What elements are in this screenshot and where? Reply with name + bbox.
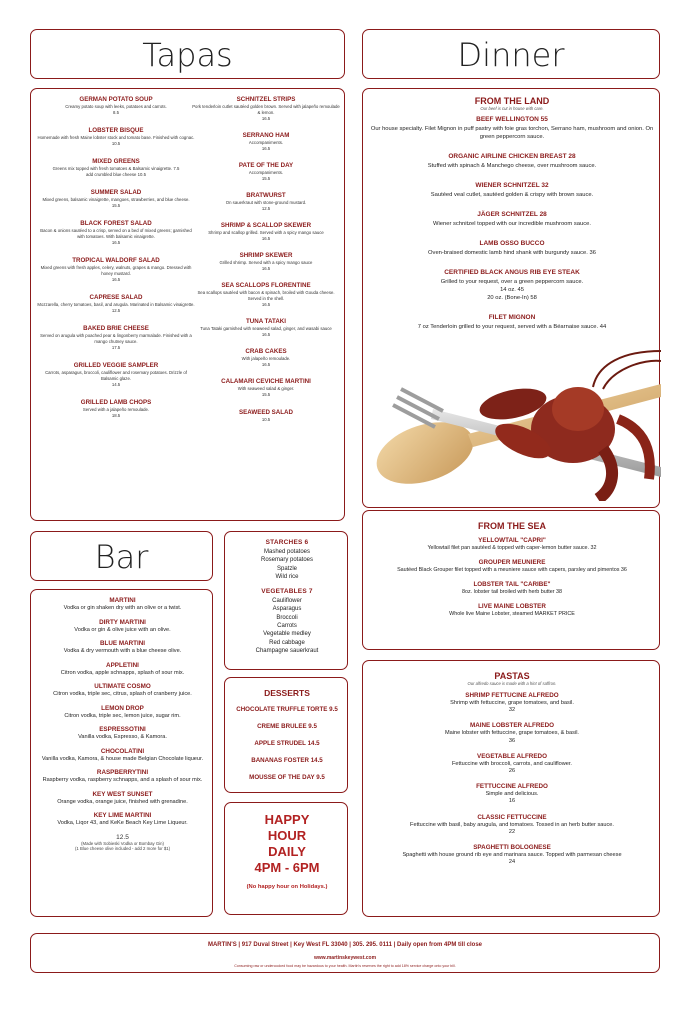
menu-item	[191, 222, 341, 242]
dinner-item	[367, 116, 657, 141]
pastas-column	[367, 671, 657, 874]
item-description: Shrimp and scallop grilled. Served with a spicy mango sauce	[208, 230, 324, 236]
item-description: Accompaniments.	[248, 139, 284, 145]
starch-item: Rosemary potatoes	[260, 557, 314, 564]
item-name: CHOCOLATINI	[100, 747, 145, 755]
item-name: FETTUCCINE ALFREDO	[476, 783, 548, 791]
item-name: BLACK FOREST SALAD	[80, 220, 152, 228]
item-price: 36	[508, 737, 516, 744]
pasta-item	[367, 692, 657, 714]
menu-item	[37, 294, 195, 314]
item-name: MARTINI	[109, 597, 136, 604]
item-description: Sea scallops sautéed with bacon & spinach, broiled with Gouda cheese. Served in the shell.	[197, 290, 335, 302]
footer-url[interactable]: www.martinskeywest.com	[313, 955, 377, 961]
dinner-item	[367, 153, 657, 170]
happy-hour-line-3: DAILY	[268, 844, 306, 859]
item-name: SERRANO HAM	[242, 131, 290, 139]
menu-item	[191, 348, 341, 368]
item-description: Tuna Tataki garnished with seaweed salad, ginger, and wasabi sauce	[200, 326, 332, 332]
item-name: BAKED BRIE CHEESE	[83, 325, 149, 333]
vegetable-item: Vegetable medley	[263, 631, 311, 638]
dinner-item	[367, 269, 657, 302]
menu-item	[191, 132, 341, 152]
item-price: 10.5	[111, 140, 121, 146]
item-description: Bacon & onions sautéed to a crisp, served on a bed of mixed greens; garnished with tomatoes. With balsamic vinaigrette.	[40, 228, 192, 240]
item-name: LOBSTER TAIL "CARIBE"	[473, 581, 551, 588]
happy-hour-line-1: HAPPY	[264, 812, 310, 827]
item-description: Citron vodka, apple schnapps, splash of sour mix.	[60, 669, 185, 676]
item-description: Grilled to your request, over a green peppercorn sauce.	[440, 279, 584, 285]
item-description: Vodka & dry vermouth with a blue cheese olive.	[63, 648, 182, 654]
item-price-14oz: 14 oz. 45	[500, 287, 524, 293]
dinner-item	[367, 182, 657, 199]
menu-item	[191, 318, 341, 338]
sea-item	[367, 559, 657, 574]
item-name: VEGETABLE ALFREDO	[477, 752, 547, 760]
dinner-title-box	[362, 29, 660, 79]
sea-item	[367, 537, 657, 552]
cocktail-item	[34, 748, 211, 763]
item-description: Vanilla vodka, Kamora, & house made Belgian Chocolate liqueur.	[41, 755, 204, 762]
item-description: Spaghetti with house ground rib eye and marinara sauce. Topped with parmesan cheese	[402, 852, 622, 859]
happy-hour-box	[224, 802, 348, 915]
item-description: Mixed greens, balsamic vinaigrette, mangoes, strawberries, and blue cheese.	[42, 197, 190, 203]
item-name: TROPICAL WALDORF SALAD	[72, 257, 160, 265]
item-description: Vodka, Liqor 43, and KeKe Beach Key Lime Liqueur.	[57, 820, 188, 826]
item-name: SHRIMP & SCALLOP SKEWER	[220, 222, 312, 230]
starch-item: Mashed potatoes	[263, 549, 311, 555]
pastas-note: Our alfredo sauce is made with a hint of saffron.	[467, 681, 557, 686]
item-name: PATE OF THE DAY	[238, 161, 294, 169]
vegetable-item: Cauliflower	[272, 598, 302, 605]
footer-disclaimer: Consuming raw or undercooked food may be hazardous to your health. Martin's reserves the right to add 18% service charge onto your bill.	[234, 964, 456, 968]
item-description: Accompaniments.	[248, 169, 284, 175]
tapas-title: Tapas	[142, 36, 233, 74]
item-description: Greens mix topped with fresh tomatoes & Balsamic vinaigrette. 7.5	[52, 166, 180, 172]
bar-note-2: (1 Blue cheese olive included - add 2 more for $1)	[74, 845, 171, 851]
item-price: 32	[508, 707, 516, 714]
item-name: LEMON DROP	[101, 704, 144, 712]
pasta-item	[367, 844, 657, 866]
dinner-land-menu	[362, 88, 660, 508]
item-name: SHRIMP FETTUCINE ALFREDO	[465, 692, 559, 699]
item-description: Shrimp with fettuccine, grape tomatoes, and basil.	[450, 700, 574, 706]
item-name: LOBSTER BISQUE	[88, 127, 144, 135]
starches-title: STARCHES 6	[265, 539, 309, 546]
item-description: Fettuccine with broccoli, carrots, and cauliflower.	[451, 760, 572, 767]
item-description: Stuffed with spinach & Manchego cheese, over mushroom sauce.	[427, 163, 597, 169]
menu-item	[191, 378, 341, 398]
item-description: 8oz. lobster tail broiled with herb butter 38	[461, 589, 563, 595]
item-description: On sauerkraut with stone-ground mustard.	[225, 200, 307, 206]
item-name: DIRTY MARTINI	[99, 618, 146, 626]
land-note: Our beef is cut in house with care.	[480, 106, 544, 111]
item-price: 16.5	[111, 276, 121, 282]
item-price: 16	[508, 798, 516, 805]
item-price: 17.5	[111, 344, 121, 350]
desserts-menu	[224, 677, 348, 793]
pasta-item	[367, 753, 657, 775]
item-name: SEA SCALLOPS FLORENTINE	[221, 282, 311, 290]
dinner-item	[367, 211, 657, 228]
item-name: WIENER SCHNITZEL 32	[475, 182, 549, 189]
dinner-item	[367, 314, 657, 331]
dinner-item	[367, 240, 657, 257]
sea-section-title: FROM THE SEA	[477, 521, 546, 531]
item-description: Homemade with fresh Maine lobster stock and tomato base. Finished with cognac.	[37, 135, 195, 141]
dessert-item: CHOCOLATE TRUFFLE TORTE 9.5	[236, 706, 338, 713]
pastas-menu	[362, 660, 660, 917]
menu-item	[37, 325, 195, 350]
item-price: 16.5	[261, 301, 271, 307]
item-description: Mozzarella, cherry tomatoes, basil, and arugula. Marinated in Balsamic vinaigrette.	[37, 302, 195, 308]
item-description: Simple and delicious.	[485, 791, 539, 798]
menu-item	[37, 96, 195, 116]
lobster-spoon-illustration	[373, 349, 661, 501]
item-name: CERTIFIED BLACK ANGUS RIB EYE STEAK	[444, 269, 580, 276]
item-price: 16.5	[111, 239, 121, 245]
item-name: ULTIMATE COSMO	[94, 683, 151, 690]
item-name: KEY WEST SUNSET	[92, 790, 153, 798]
menu-item	[37, 127, 195, 147]
sides-menu	[224, 531, 348, 670]
pasta-item	[367, 722, 657, 744]
item-name: CRAB CAKES	[245, 348, 287, 356]
cocktail-item	[34, 619, 211, 634]
menu-item	[191, 282, 341, 307]
cocktail-item	[34, 640, 211, 655]
menu-item	[37, 257, 195, 282]
vegetable-item: Champagne sauerkraut	[255, 647, 319, 654]
bar-column	[34, 597, 211, 851]
item-name: ORGANIC AIRLINE CHICKEN BREAST 28	[448, 153, 576, 160]
vegetable-item: Carrots	[277, 623, 297, 630]
tapas-left-column	[37, 96, 195, 430]
item-name: RASPBERRYTINI	[96, 769, 149, 776]
cocktail-item	[34, 791, 211, 806]
dessert-item: BANANAS FOSTER 14.5	[251, 757, 323, 764]
item-price: 14.5	[111, 381, 121, 387]
item-name: BEEF WELLINGTON 55	[476, 116, 548, 123]
desserts-title: DESSERTS	[264, 688, 310, 698]
item-price: 16.5	[261, 115, 271, 121]
item-price: 18.5	[111, 412, 121, 418]
item-name: BRATWURST	[246, 192, 286, 200]
cocktail-item	[34, 726, 211, 741]
tapas-right-column	[191, 96, 341, 433]
starch-item: Wild rice	[275, 573, 299, 580]
item-description: Citron vodka, triple sec, citrus, splash of cranberry juice.	[53, 691, 192, 697]
land-section-title: FROM THE LAND	[474, 96, 550, 106]
bar-title: Bar	[94, 538, 149, 576]
footer-box	[30, 933, 660, 973]
menu-item	[191, 162, 341, 182]
item-name: TUNA TATAKI	[246, 318, 286, 326]
sides-column	[227, 539, 347, 655]
item-price: 16.5	[261, 266, 271, 272]
item-name: SCHNITZEL STRIPS	[236, 96, 296, 103]
item-description: Yellowtail filet pan sautéed & topped with caper-lemon butter sauce. 32	[427, 545, 597, 551]
menu-item	[37, 220, 195, 245]
item-name: SHRIMP SKEWER	[239, 252, 293, 260]
vegetables-title: VEGETABLES 7	[261, 588, 313, 596]
item-price: 15.5	[111, 203, 121, 209]
item-name: YELLOWTAIL "CAPRI"	[478, 537, 546, 544]
cocktail-item	[34, 812, 211, 827]
item-description: Maine lobster with fettuccine, grape tomatoes, & basil.	[444, 730, 579, 737]
item-description: Creamy potato soup with leeks, potatoes and carrots.	[65, 104, 167, 109]
item-description: Vodka or gin & olive juice with an olive.	[74, 626, 171, 633]
item-price: 26	[508, 768, 516, 775]
pastas-title: PASTAS	[494, 671, 530, 681]
item-description: Carrots, asparagus, broccoli, cauliflower and rosemary potatoes. Drizzle of Balsamic glaze.	[45, 370, 187, 381]
item-description: Sautéed veal cutlet, sautéed golden & crispy with brown sauce.	[430, 192, 594, 198]
dessert-item: CREME BRULEE 9.5	[257, 723, 317, 730]
item-price: 16.5	[261, 362, 271, 368]
item-name: SPAGHETTI BOLOGNESE	[473, 844, 551, 852]
menu-item	[37, 399, 195, 419]
item-name: LAMB OSSO BUCCO	[479, 240, 545, 247]
item-name: APPLETINI	[106, 661, 139, 669]
item-name: CALAMARI CEVICHE MARTINI	[221, 378, 311, 386]
item-name: LIVE MAINE LOBSTER	[478, 603, 546, 610]
sea-column	[367, 521, 657, 625]
menu-item	[37, 362, 195, 387]
item-description: Served on arugula with poached pear & lingonberry marmalade. Finished with a mango chutney sauce.	[40, 333, 192, 345]
item-name: GRILLED LAMB CHOPS	[80, 399, 152, 407]
starch-item: Spatzle	[276, 565, 297, 572]
item-description: Vanilla vodka, Espresso, & Kamora.	[78, 734, 167, 740]
sea-item	[367, 581, 657, 596]
item-price: 16.5	[261, 145, 271, 151]
happy-hour-note: (No happy hour on Holidays.)	[246, 884, 328, 890]
item-description: Our house specialty. Filet Mignon in puff pastry with foie gras torchon, Serrano ham, mushroom and onion. On green peppercorn sauce.	[370, 126, 654, 140]
item-description: Vodka or gin shaken dry with an olive or a twist.	[63, 605, 182, 611]
item-price: 15.5	[261, 392, 271, 398]
happy-hour-line-4: 4PM - 6PM	[254, 860, 320, 875]
land-column	[367, 96, 657, 343]
pasta-item	[367, 814, 657, 836]
bar-menu	[30, 589, 213, 917]
bar-note-1: (Made with Sobieski Vodka or Bombay Gin)	[81, 840, 164, 846]
footer-info: MARTIN'S | 917 Duval Street | Key West FL 33040 | 305. 295. 0111 | Daily open from 4PM till close	[207, 942, 483, 948]
cocktail-item	[34, 597, 211, 612]
item-name: ESPRESSOTINI	[99, 726, 146, 733]
item-price: 10.5	[261, 416, 271, 422]
vegetable-item: Broccoli	[276, 614, 298, 621]
item-description: Citron vodka, triple sec, lemon juice, sugar rim.	[64, 712, 181, 719]
cocktail-item	[34, 683, 211, 698]
pasta-item	[367, 783, 657, 805]
item-name: SEAWEED SALAD	[239, 408, 293, 416]
item-description: Orange vodka, orange juice, finished with grenadine.	[57, 798, 188, 805]
item-description: Pork tenderloin cutlet sautéed golden brown. Served with jalapeño remoulade & lemon.	[192, 104, 340, 115]
cocktail-item	[34, 705, 211, 720]
item-description: 7 oz Tenderloin grilled to your request, served with a Béarnaise sauce. 44	[417, 324, 607, 330]
item-description: Wiener schnitzel topped with our incredible mushroom sauce.	[433, 221, 591, 227]
item-description: Oven-braised domestic lamb hind shank with burgundy sauce. 36	[428, 250, 596, 256]
item-name: KEY LIME MARTINI	[93, 812, 152, 819]
item-description: Grilled shrimp. Served with a spicy mango sauce	[219, 260, 313, 266]
menu-item	[191, 192, 341, 212]
item-name: GROUPER MEUNIERE	[478, 559, 546, 566]
item-description: Mixed greens with fresh apples, celery, walnuts, grapes & mango. Dressed with honey mustard.	[40, 265, 192, 277]
item-name: CAPRESE SALAD	[89, 294, 143, 302]
item-name: JÄGER SCHNITZEL 28	[477, 211, 547, 218]
item-price: 12.5	[261, 205, 271, 211]
item-description: Sautéed Black Grouper filet topped with a meuniere sauce with capers, parsley and pimentos 36	[397, 567, 627, 573]
item-name: SUMMER SALAD	[90, 189, 142, 197]
item-price: 15.5	[261, 175, 271, 181]
item-description: With jalapeño remoulade.	[241, 356, 291, 362]
item-name: GERMAN POTATO SOUP	[79, 96, 153, 103]
menu-item	[37, 189, 195, 209]
happy-hour-line-2: HOUR	[267, 828, 307, 843]
desserts-column	[227, 688, 347, 791]
item-description: Raspberry vodka, raspberry schnapps, and a splash of sour mix.	[42, 777, 203, 783]
item-price: add crumbled blue cheese 10.5	[86, 171, 146, 177]
cocktail-item	[34, 662, 211, 677]
dinner-title: Dinner	[457, 36, 565, 74]
item-price-20oz: 20 oz. (Bone-In) 58	[487, 295, 537, 301]
menu-item	[191, 96, 341, 121]
item-description: Fettuccine with basil, baby arugula, and tomatoes. Tossed in an herb butter sauce.	[410, 821, 614, 828]
bar-title-box	[30, 531, 213, 581]
tapas-menu	[30, 88, 345, 521]
item-price: 16.5	[261, 235, 271, 241]
tapas-title-box	[30, 29, 345, 79]
item-name: FILET MIGNON	[488, 314, 536, 321]
menu-item	[37, 158, 195, 178]
item-name: GRILLED VEGGIE SAMPLER	[73, 362, 159, 370]
item-description: Whole live Maine Lobster, steamed MARKET PRICE	[449, 611, 575, 617]
item-description: With seaweed salad & ginger.	[237, 386, 295, 392]
sea-item	[367, 603, 657, 618]
happy-hour-column	[227, 812, 347, 890]
cocktail-item	[34, 769, 211, 784]
item-name: MIXED GREENS	[92, 158, 140, 166]
item-price: 16.5	[261, 332, 271, 338]
item-price: 22	[508, 828, 516, 835]
menu-item	[191, 409, 341, 423]
vegetable-item: Red cabbage	[269, 639, 305, 646]
item-price: 24	[508, 859, 516, 866]
bar-price: 12.5	[116, 833, 129, 841]
sea-menu	[362, 510, 660, 650]
item-name: CLASSIC FETTUCCINE	[477, 813, 547, 821]
item-price: 12.5	[111, 307, 121, 313]
vegetable-item: Asparagus	[272, 606, 302, 613]
item-name: BLUE MARTINI	[99, 640, 146, 647]
dessert-item: APPLE STRUDEL 14.5	[254, 740, 320, 747]
item-description: Served with a jalapeño remoulade.	[82, 407, 150, 413]
menu-item	[191, 252, 341, 272]
item-price: 8.5	[113, 109, 119, 115]
dessert-item: MOUSSE OF THE DAY 9.5	[249, 774, 325, 781]
item-name: MAINE LOBSTER ALFREDO	[469, 722, 555, 730]
